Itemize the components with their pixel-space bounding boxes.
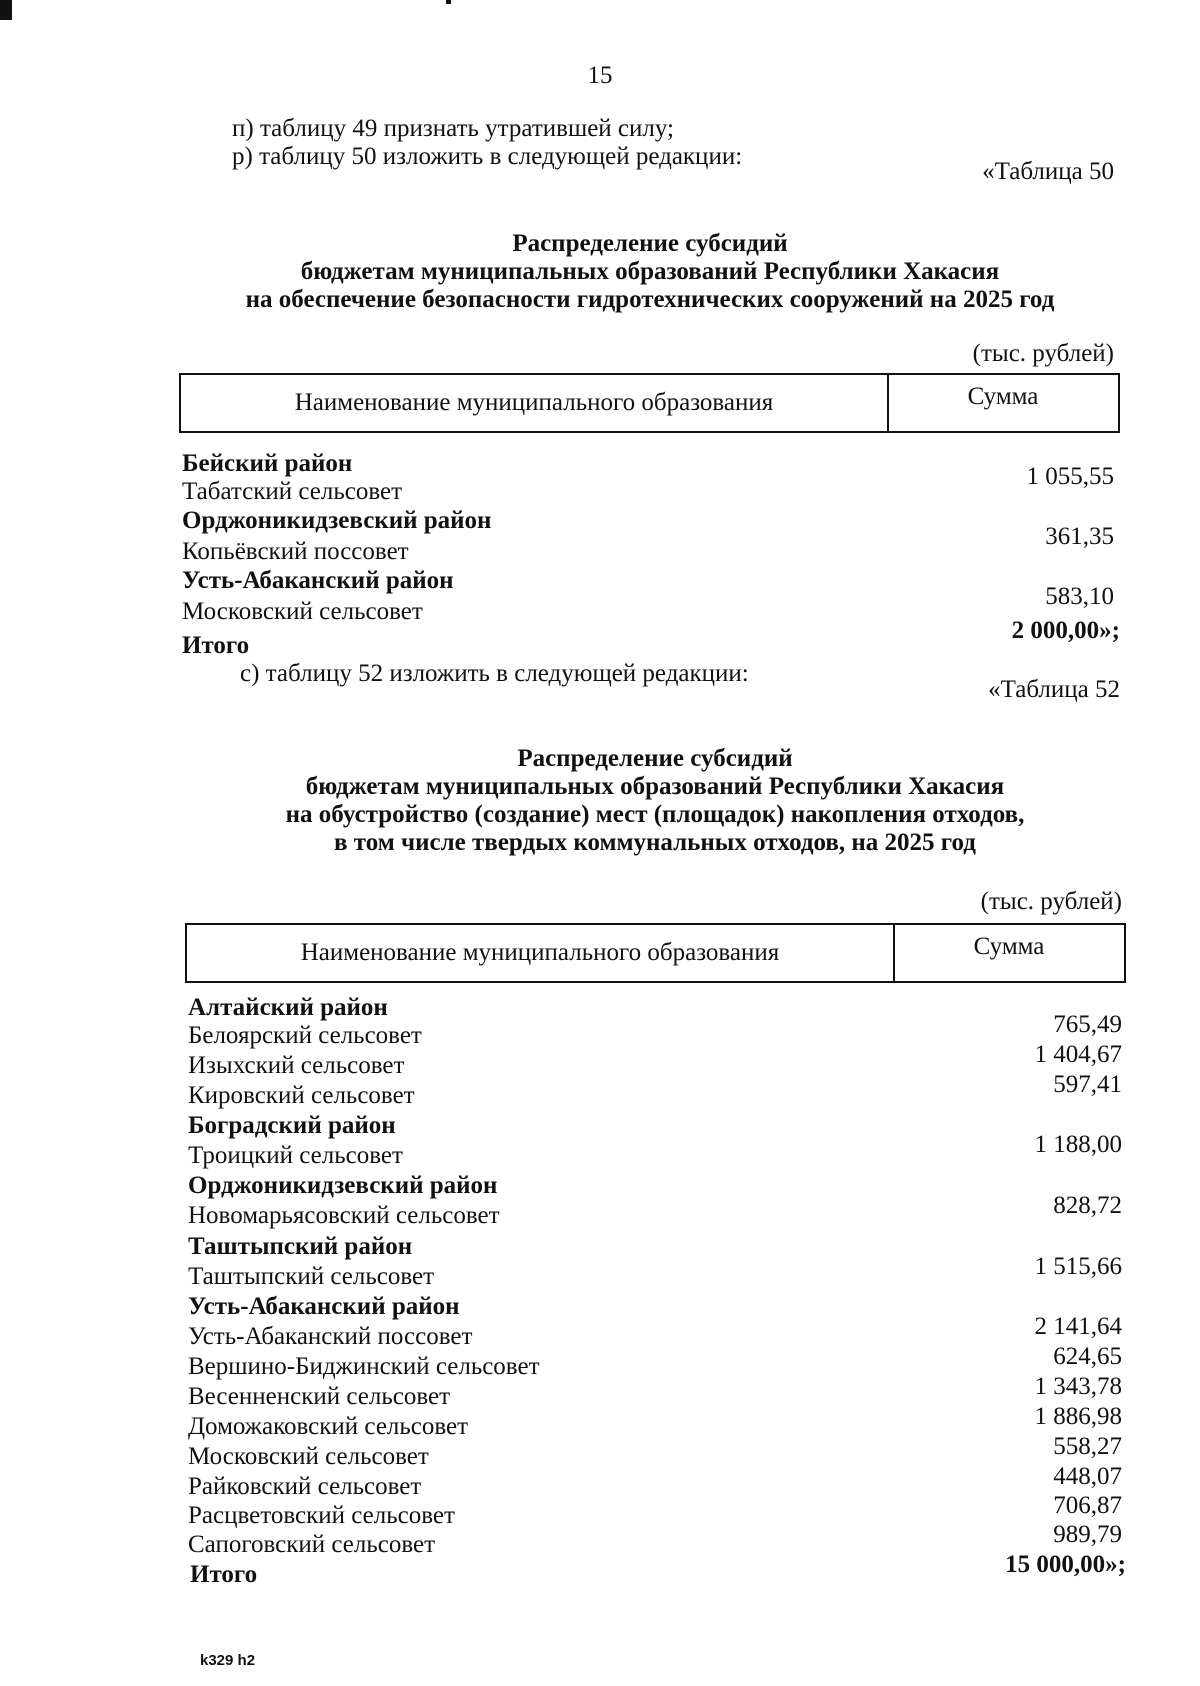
table52-total-value: 15 000,00»; bbox=[1005, 1551, 1126, 1578]
table52-total-label: Итого bbox=[190, 1561, 258, 1588]
table52-row-name: Троицкий сельсовет bbox=[188, 1142, 403, 1169]
table52-row-value: 597,41 bbox=[1053, 1071, 1122, 1098]
table52-row-value: 448,07 bbox=[1053, 1463, 1122, 1490]
table50-header-sum-cell bbox=[888, 375, 1118, 431]
table50-row-name: Табатский сельсовет bbox=[182, 478, 403, 505]
table52-header-name-cell bbox=[187, 925, 895, 981]
table50-title-line-2: бюджетам муниципальных образований Республики Хакасия bbox=[300, 258, 1000, 285]
table50-header-name: Наименование муниципального образования bbox=[294, 389, 774, 416]
table50-title-line-3: на обеспечение безопасности гидротехнических сооружений на 2025 год bbox=[245, 286, 1055, 313]
table52-row-name: Изыхский сельсовет bbox=[188, 1052, 405, 1079]
table52-row-name: Сапоговский сельсовет bbox=[188, 1531, 436, 1558]
table52-row-name: Усть-Абаканский поссовет bbox=[188, 1323, 473, 1350]
table52-row-name: Доможаковский сельсовет bbox=[188, 1413, 469, 1440]
page-number: 15 bbox=[587, 62, 613, 89]
table50-label: «Таблица 50 bbox=[982, 158, 1114, 185]
table52-row-name: Весенненский сельсовет bbox=[188, 1383, 451, 1410]
table50-total-value: 2 000,00»; bbox=[1011, 617, 1120, 644]
table52-row-name: Таштыпский сельсовет bbox=[188, 1263, 434, 1290]
table50-header-name-cell bbox=[181, 375, 889, 431]
intro-item-r: р) таблицу 50 изложить в следующей редакции: bbox=[232, 143, 743, 170]
table52-row-name: Таштыпский район bbox=[188, 1233, 413, 1260]
table52-row-name: Московский сельсовет bbox=[188, 1443, 429, 1470]
table52-row-value: 558,27 bbox=[1053, 1433, 1122, 1460]
table52-title-line-4: в том числе твердых коммунальных отходов, на 2025 год bbox=[334, 829, 976, 856]
table52-row-name: Вершино-Биджинский сельсовет bbox=[188, 1353, 540, 1380]
table52-row-value: 1 404,67 bbox=[1034, 1041, 1122, 1068]
table50-row-name: Московский сельсовет bbox=[182, 598, 423, 625]
table50-row-name: Копьёвский поссовет bbox=[182, 538, 409, 565]
table52-row-value: 2 141,64 bbox=[1034, 1313, 1122, 1340]
table52-row-value: 765,49 bbox=[1053, 1011, 1122, 1038]
footer-code: k329 h2 bbox=[200, 1652, 256, 1669]
table52-units: (тыс. рублей) bbox=[980, 888, 1122, 915]
table50-row-name: Усть-Абаканский район bbox=[182, 567, 454, 594]
table50-title-line-1: Распределение субсидий bbox=[512, 230, 788, 257]
table52-title-line-2: бюджетам муниципальных образований Республики Хакасия bbox=[305, 773, 1005, 800]
table50-row-name: Орджоникидзевский район bbox=[182, 507, 492, 534]
table52-row-value: 624,65 bbox=[1053, 1343, 1122, 1370]
table52-row-name: Райковский сельсовет bbox=[188, 1473, 422, 1500]
table52-row-value: 828,72 bbox=[1053, 1192, 1122, 1219]
table52-label: «Таблица 52 bbox=[988, 676, 1120, 703]
scan-mark-top-center bbox=[446, 0, 451, 4]
table50-row-name: Бейский район bbox=[182, 450, 353, 477]
table52-header-name: Наименование муниципального образования bbox=[300, 939, 780, 966]
table52-title-line-1: Распределение субсидий bbox=[517, 745, 793, 772]
intro-item-p: п) таблицу 49 признать утратившей силу; bbox=[232, 115, 674, 142]
table52-row-name: Белоярский сельсовет bbox=[188, 1022, 422, 1049]
table50-row-value: 361,35 bbox=[1045, 523, 1114, 550]
table52-row-name: Алтайский район bbox=[188, 994, 388, 1021]
intro-item-s: с) таблицу 52 изложить в следующей редакции: bbox=[240, 660, 749, 687]
table52-row-value: 1 343,78 bbox=[1034, 1373, 1122, 1400]
table52-row-value: 706,87 bbox=[1053, 1492, 1122, 1519]
table52-row-name: Расцветовский сельсовет bbox=[188, 1502, 455, 1529]
table52-row-value: 1 886,98 bbox=[1034, 1403, 1122, 1430]
table50-row-value: 583,10 bbox=[1045, 583, 1114, 610]
table52-row-value: 1 515,66 bbox=[1034, 1253, 1122, 1280]
table52-title-line-3: на обустройство (создание) мест (площадок) накопления отходов, bbox=[285, 801, 1025, 828]
table52-row-name: Орджоникидзевский район bbox=[188, 1172, 498, 1199]
table50-row-value: 1 055,55 bbox=[1026, 463, 1114, 490]
table52-row-name: Новомарьясовский сельсовет bbox=[188, 1202, 500, 1229]
table52-row-name: Боградский район bbox=[188, 1112, 396, 1139]
table52-header bbox=[185, 923, 1126, 983]
scan-mark-top-left bbox=[0, 0, 12, 20]
table52-header-sum-cell bbox=[894, 925, 1124, 981]
table50-total-label: Итого bbox=[182, 632, 250, 659]
table52-row-name: Усть-Абаканский район bbox=[188, 1293, 460, 1320]
table52-row-name: Кировский сельсовет bbox=[188, 1082, 415, 1109]
table52-row-value: 1 188,00 bbox=[1034, 1131, 1122, 1158]
table52-header-sum: Сумма bbox=[973, 933, 1045, 960]
table50-header bbox=[179, 373, 1120, 433]
table52-row-value: 989,79 bbox=[1053, 1521, 1122, 1548]
table50-header-sum: Сумма bbox=[967, 383, 1039, 410]
table50-units: (тыс. рублей) bbox=[972, 340, 1114, 367]
